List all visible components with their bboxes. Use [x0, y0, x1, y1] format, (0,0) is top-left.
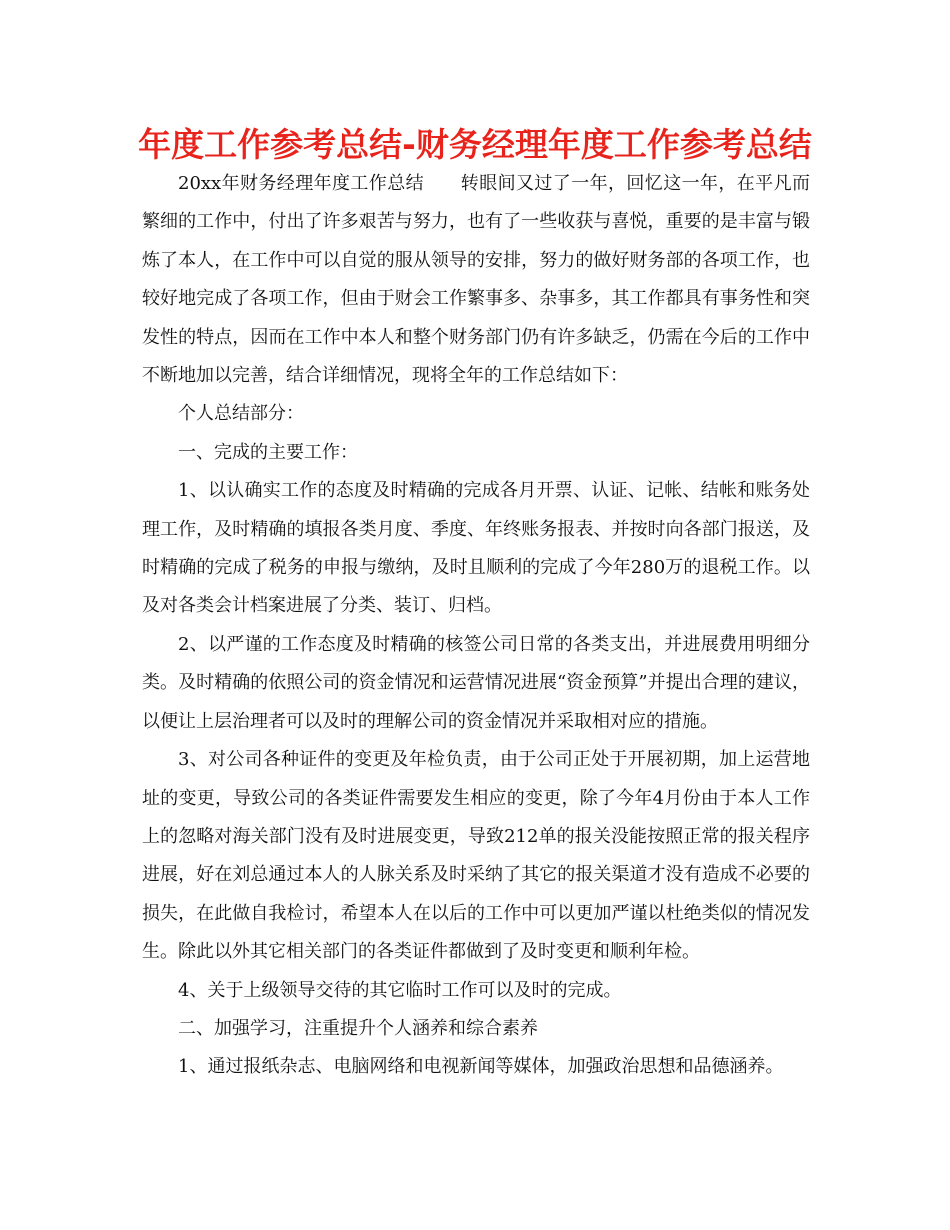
paragraph-item-3: 3、对公司各种证件的变更及年检负责，由于公司正处于开展初期，加上运营地址的变更，导致公司的各类证件需要发生相应的变更，除了今年4月份由于本人工作上的忽略对海关部门没有及时进展变更，导致212单的报关没能按照正常的报关程序进展，好在刘总通过本人的人脉关系及时采纳了其它的报关渠道才没有造成不必要的损失，在此做自我检讨，希望本人在以后的工作中可以更加严谨以杜绝类似的情况发生。除此以外其它相关部门的各类证件都做到了及时变更和顺利年检。: [142, 749, 810, 963]
paragraph-personal-summary-heading: 个人总结部分：: [178, 403, 304, 425]
document-body: [142, 165, 810, 1087]
paragraph-item-1: 1、以认确实工作的态度及时精确的完成各月开票、认证、记帐、结帐和账务处理工作，及时精确的填报各类月度、季度、年终账务报表、并按时向各部门报送，及时精确的完成了税务的申报与缴纳，及时且顺利的完成了今年280万的退税工作。以及对各类会计档案进展了分类、装订、归档。: [142, 480, 810, 617]
paragraph-intro: 20xx年财务经理年度工作总结 转眼间又过了一年，回忆这一年，在平凡而繁细的工作中，付出了许多艰苦与努力，也有了一些收获与喜悦，重要的是丰富与锻炼了本人，在工作中可以自觉的服从领导的安排，努力的做好财务部的各项工作，也较好地完成了各项工作，但由于财会工作繁事多、杂事多，其工作都具有事务性和突发性的特点，因而在工作中本人和整个财务部门仍有许多缺乏，仍需在今后的工作中不断地加以完善，结合详细情况，现将全年的工作总结如下：: [142, 173, 810, 387]
paragraph-section-two-heading: 二、加强学习，注重提升个人涵养和综合素养: [178, 1017, 538, 1039]
document-title: 年度工作参考总结-财务经理年度工作参考总结: [138, 125, 812, 164]
paragraph-section-two-item-1: 1、通过报纸杂志、电脑网络和电视新闻等媒体，加强政治思想和品德涵养。: [178, 1056, 784, 1078]
paragraph-item-4: 4、关于上级领导交待的其它临时工作可以及时的完成。: [178, 979, 622, 1001]
paragraph-section-one-heading: 一、完成的主要工作：: [178, 441, 358, 463]
paragraph-item-2: 2、以严谨的工作态度及时精确的核签公司日常的各类支出，并进展费用明细分类。及时精确的依照公司的资金情况和运营情况进展“资金预算”并提出合理的建议，以便让上层治理者可以及时的理解公司的资金情况并采取相对应的措施。: [142, 633, 810, 732]
